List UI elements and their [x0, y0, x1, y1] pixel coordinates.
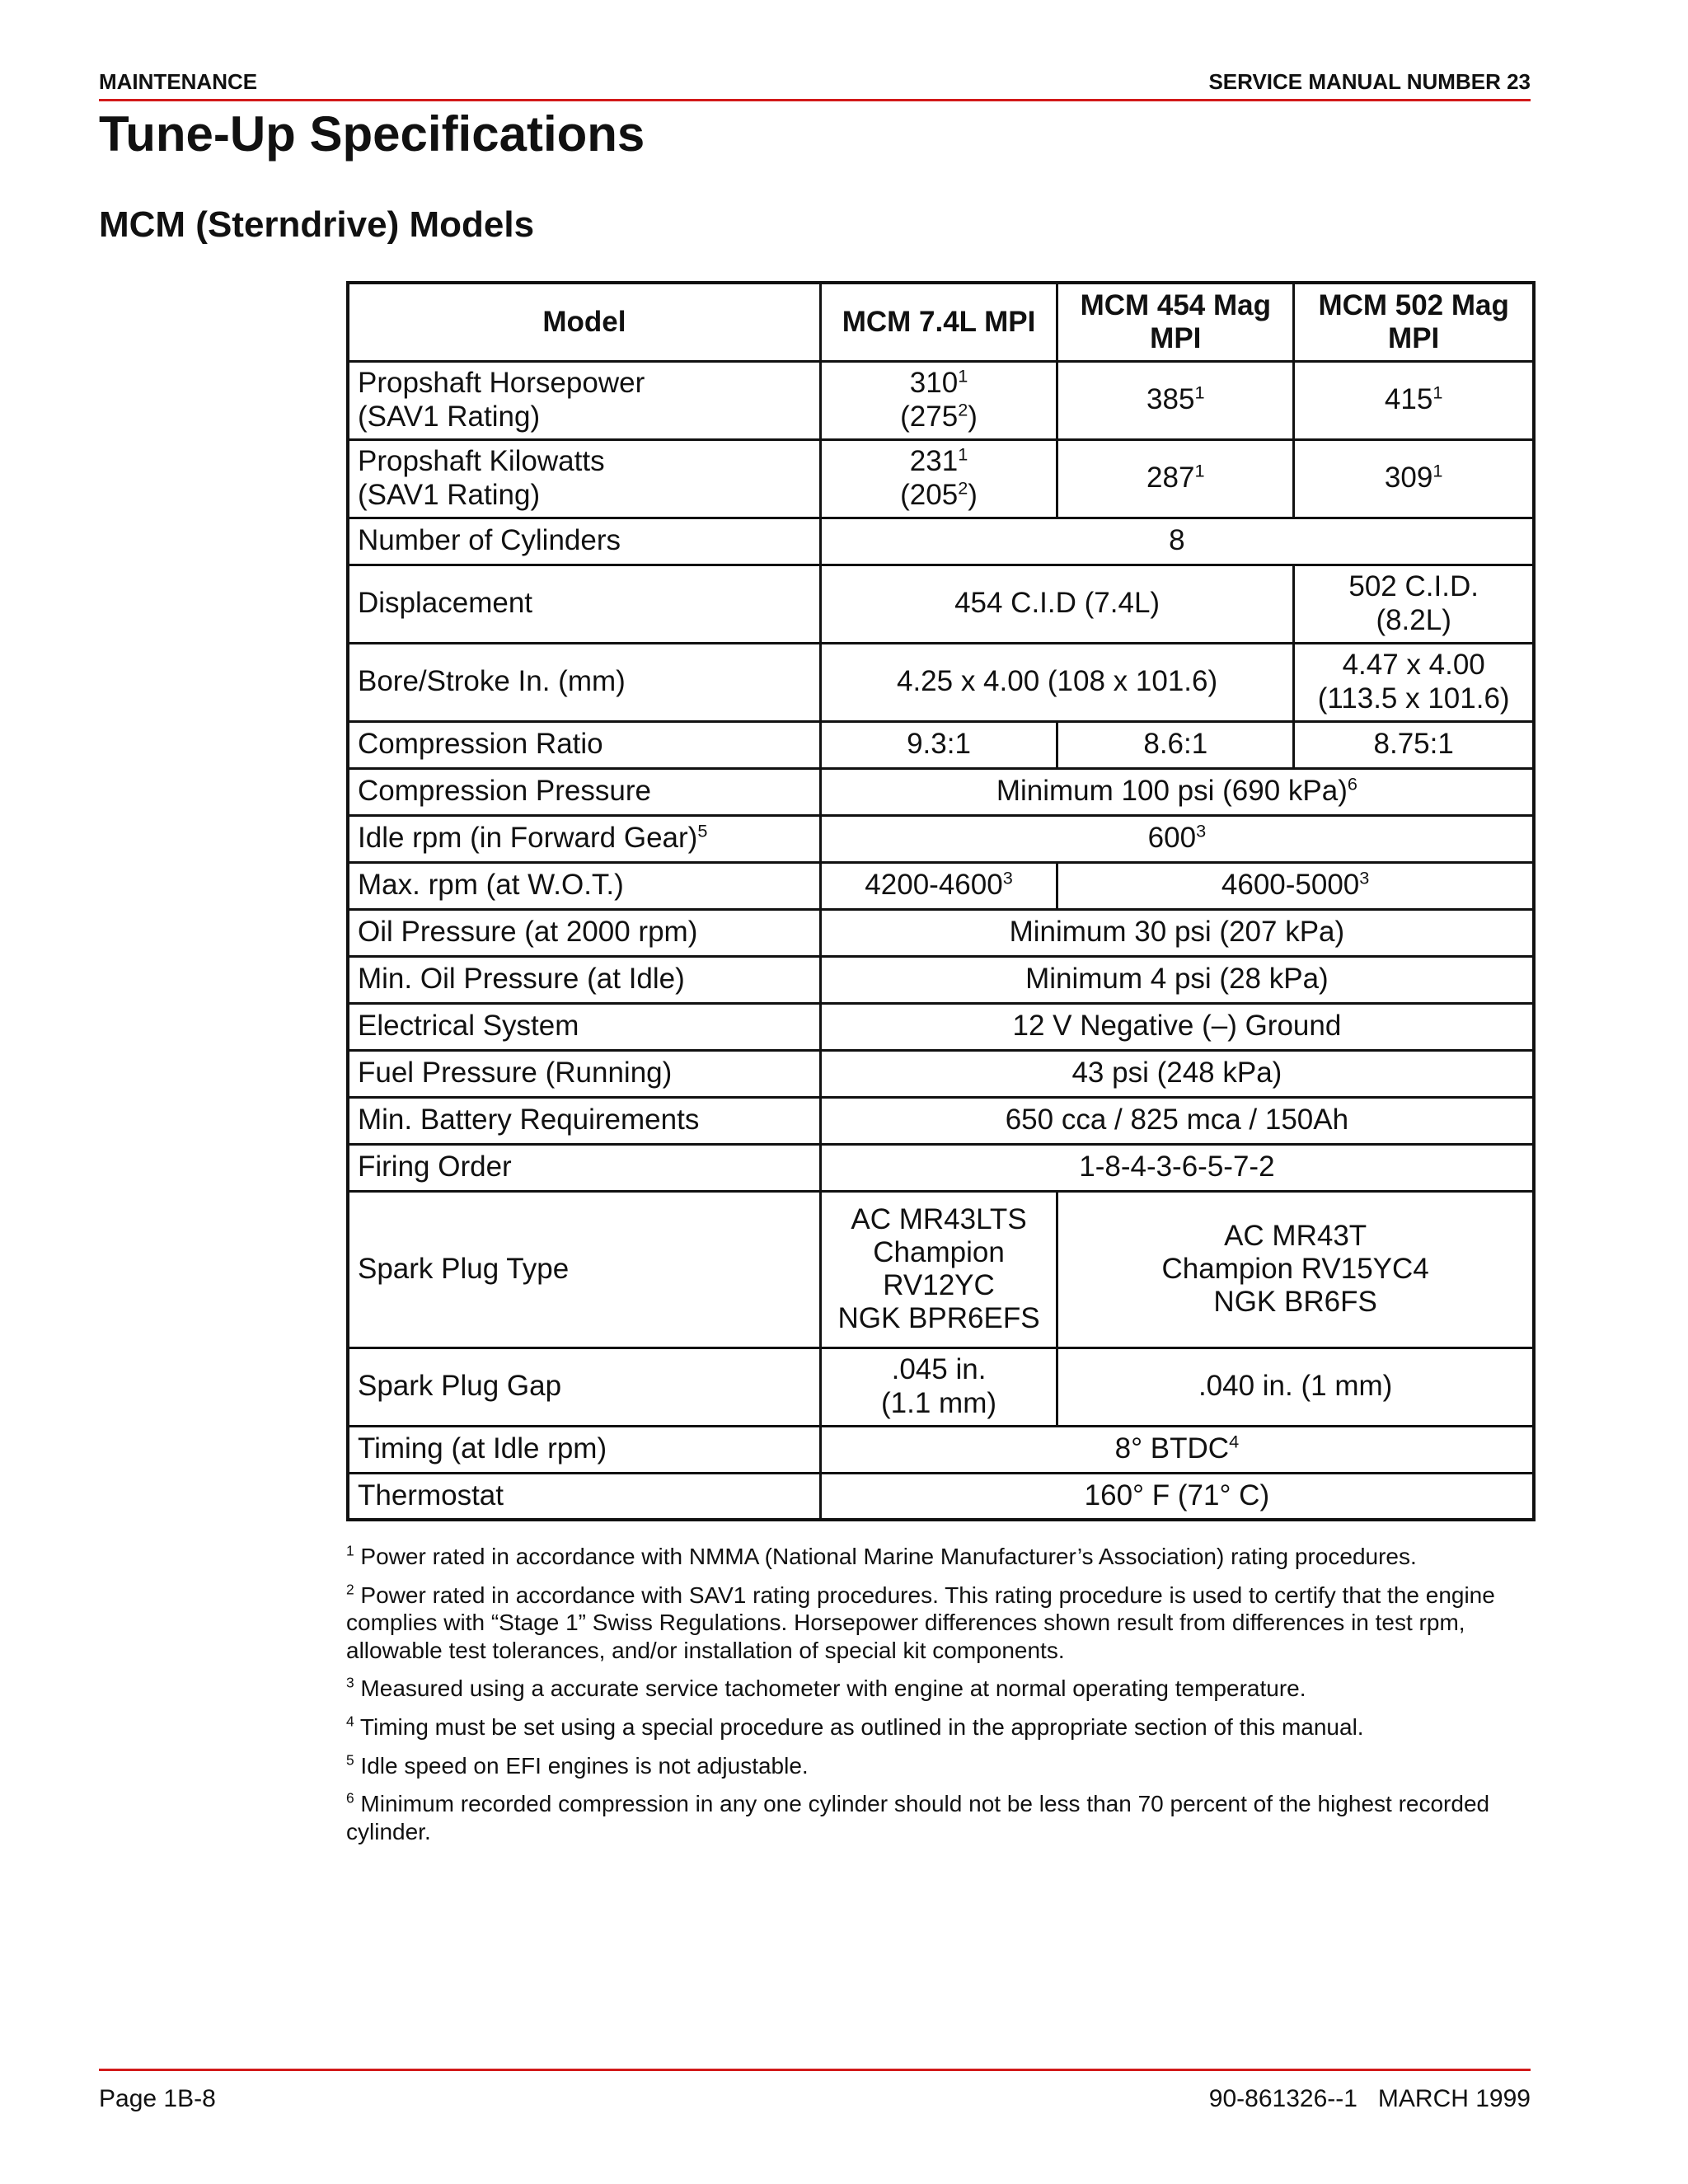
cell-value: 8.75:1 [1294, 721, 1534, 768]
cell-value: AC MR43T Champion RV15YC4 NGK BR6FS [1057, 1191, 1534, 1347]
cell-value: .045 in. (1.1 mm) [820, 1347, 1057, 1426]
table-row [348, 361, 1534, 439]
footnote: $^4$ Timing must be set using a special procedure as outlined in the appropriate section of this manual. [346, 1713, 1364, 1740]
row-label: Min. Oil Pressure (at Idle) [348, 956, 820, 1003]
table-row [348, 1191, 1534, 1347]
cell-value: 4200-4600$^3$ [820, 862, 1057, 909]
table-row [348, 815, 1534, 862]
cell-value: 8 [820, 518, 1534, 565]
row-label: Propshaft Horsepower (SAV1 Rating) [348, 361, 820, 439]
cell-value: Minimum 30 psi (207 kPa) [820, 909, 1534, 956]
header-section: MAINTENANCE [99, 69, 258, 94]
cell-value: 502 C.I.D. (8.2L) [1294, 565, 1534, 643]
cell-value: 9.3:1 [820, 721, 1057, 768]
row-label: Compression Pressure [348, 768, 820, 815]
table-header-row [348, 283, 1534, 361]
cell-value: Minimum 100 psi (690 kPa)$^6$ [820, 768, 1534, 815]
cell-value: 1-8-4-3-6-5-7-2 [820, 1144, 1534, 1191]
cell-value: 4.25 x 4.00 (108 x 101.6) [820, 643, 1294, 721]
cell-value: $287^1$ [1057, 439, 1294, 518]
row-label: Compression Ratio [348, 721, 820, 768]
row-label: Fuel Pressure (Running) [348, 1050, 820, 1097]
footnote: $^3$ Measured using a accurate service tachometer with engine at normal operating temperature. [346, 1675, 1306, 1702]
row-label: Spark Plug Type [348, 1191, 820, 1347]
table-row [348, 1426, 1534, 1473]
header-mcm-502: MCM 502 Mag MPI [1294, 283, 1534, 361]
cell-value: $600^3$ [820, 815, 1534, 862]
row-label: Propshaft Kilowatts (SAV1 Rating) [348, 439, 820, 518]
cell-value: 160° F (71° C) [820, 1473, 1534, 1520]
row-label: Min. Battery Requirements [348, 1097, 820, 1144]
footer-rule [99, 2069, 1531, 2071]
page-title: Tune-Up Specifications [99, 106, 645, 162]
cell-value: 650 cca / 825 mca / 150Ah [820, 1097, 1534, 1144]
cell-value: 454 C.I.D (7.4L) [820, 565, 1294, 643]
footnote: $^2$ Power rated in accordance with SAV1 rating procedures. This rating procedure is used to certify that the engine complies with “Stage 1” Swiss Regulations. Horsepower differences shown result from differences in test rpm, allowable test tolerances, and/or installation of special kit components. [346, 1581, 1495, 1663]
cell-value: Minimum 4 psi (28 kPa) [820, 956, 1534, 1003]
footnotes [346, 1543, 1536, 1856]
row-label: Bore/Stroke In. (mm) [348, 643, 820, 721]
table-row [348, 1097, 1534, 1144]
table-row [348, 1473, 1534, 1520]
header-model: Model [348, 283, 820, 361]
cell-value: .040 in. (1 mm) [1057, 1347, 1534, 1426]
row-label: Max. rpm (at W.O.T.) [348, 862, 820, 909]
cell-value: $231^1$ $(205^2)$ [820, 439, 1057, 518]
cell-value: 8° BTDC$^4$ [820, 1426, 1534, 1473]
cell-value: $385^1$ [1057, 361, 1294, 439]
table-row [348, 909, 1534, 956]
cell-value: 4600-5000$^3$ [1057, 862, 1534, 909]
table-row [348, 518, 1534, 565]
row-label: Displacement [348, 565, 820, 643]
table-row [348, 1144, 1534, 1191]
table-row [348, 1347, 1534, 1426]
header-manual-number: SERVICE MANUAL NUMBER 23 [1208, 69, 1531, 94]
row-label: Spark Plug Gap [348, 1347, 820, 1426]
page-header [99, 69, 1531, 101]
table-row [348, 956, 1534, 1003]
tune-up-spec-table [346, 281, 1536, 1521]
cell-value: 8.6:1 [1057, 721, 1294, 768]
footnote: $^6$ Minimum recorded compression in any one cylinder should not be less than 70 percent of the highest recorded cylinder. [346, 1789, 1490, 1844]
row-label: Thermostat [348, 1473, 820, 1520]
table-row [348, 565, 1534, 643]
table-row [348, 862, 1534, 909]
table-row [348, 721, 1534, 768]
cell-value: 43 psi (248 kPa) [820, 1050, 1534, 1097]
table-row [348, 1003, 1534, 1050]
row-label: Oil Pressure (at 2000 rpm) [348, 909, 820, 956]
row-label: Number of Cylinders [348, 518, 820, 565]
page-number: Page 1B-8 [99, 2085, 216, 2112]
cell-value: 4.47 x 4.00 (113.5 x 101.6) [1294, 643, 1534, 721]
document-number: 90-861326--1 MARCH 1999 [1208, 2085, 1531, 2112]
header-mcm-74l: MCM 7.4L MPI [820, 283, 1057, 361]
cell-value: $415^1$ [1294, 361, 1534, 439]
section-subtitle: MCM (Sterndrive) Models [99, 204, 535, 245]
header-mcm-454: MCM 454 Mag MPI [1057, 283, 1294, 361]
row-label: Idle rpm (in Forward Gear)$^5$ [348, 815, 820, 862]
row-label: Timing (at Idle rpm) [348, 1426, 820, 1473]
table-row [348, 439, 1534, 518]
row-label: Firing Order [348, 1144, 820, 1191]
table-row [348, 768, 1534, 815]
table-row [348, 643, 1534, 721]
row-label: Electrical System [348, 1003, 820, 1050]
cell-value: AC MR43LTS Champion RV12YC NGK BPR6EFS [820, 1191, 1057, 1347]
footnote: $^1$ Power rated in accordance with NMMA (National Marine Manufacturer’s Association) rating procedures. [346, 1542, 1417, 1569]
footnote: $^5$ Idle speed on EFI engines is not adjustable. [346, 1751, 809, 1779]
cell-value: $310^1$ $(275^2)$ [820, 361, 1057, 439]
cell-value: 12 V Negative (–) Ground [820, 1003, 1534, 1050]
cell-value: $309^1$ [1294, 439, 1534, 518]
table-row [348, 1050, 1534, 1097]
